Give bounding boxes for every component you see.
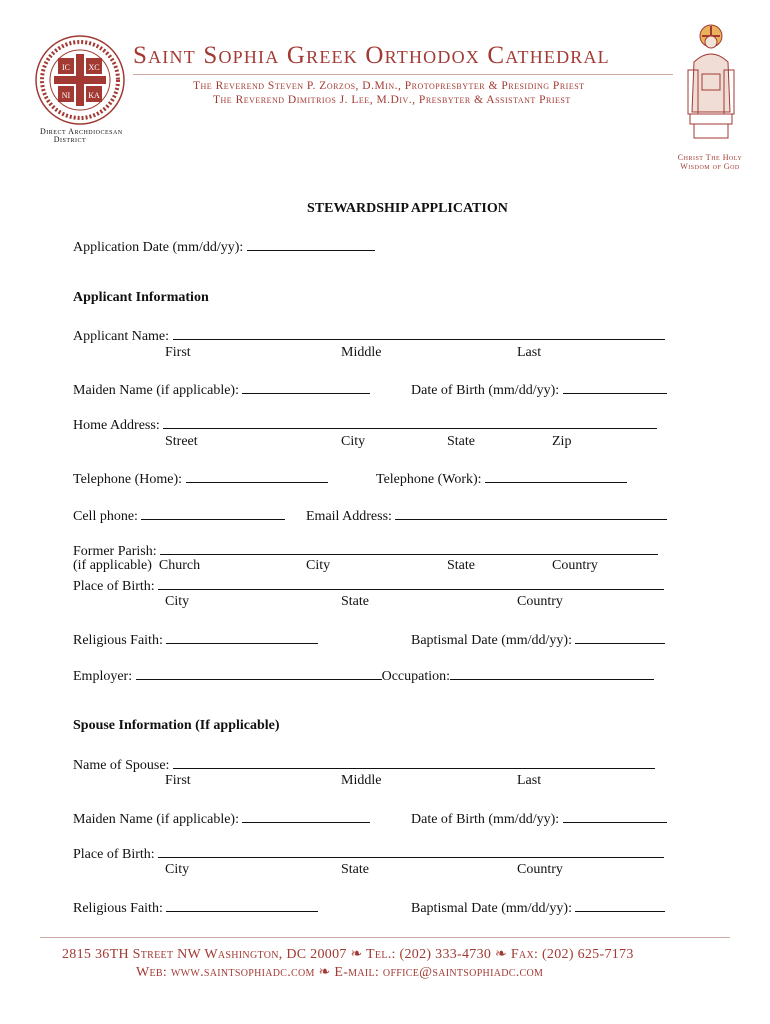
form-title: STEWARDSHIP APPLICATION: [307, 201, 508, 216]
left-caption: Direct Archdiocesan District: [40, 127, 123, 144]
baptismal-date-field[interactable]: [575, 630, 665, 644]
spouse-religious-faith-row: [73, 898, 318, 917]
priest-line-2: The Reverend Dimitrios J. Lee, M.Div., Presbyter & Assistant Priest: [213, 94, 571, 106]
header-rule: [133, 74, 673, 75]
dob-row: [411, 380, 667, 399]
former-parish-sub-church: (if applicable) Church: [73, 558, 201, 573]
spouse-name-sub-first: First: [165, 773, 191, 788]
spouse-place-of-birth-row: [73, 844, 664, 863]
spouse-place-of-birth-field[interactable]: [158, 844, 664, 858]
cell-phone-field[interactable]: [141, 506, 285, 520]
spouse-dob-field[interactable]: [563, 809, 667, 823]
spouse-birth-sub-country: Country: [517, 862, 563, 877]
former-parish-sub-country: Country: [552, 558, 598, 573]
address-sub-zip: Zip: [552, 434, 572, 449]
home-address-label: Home Address:: [73, 418, 160, 433]
telephone-home-label: Telephone (Home):: [73, 472, 183, 487]
telephone-work-label: Telephone (Work):: [376, 472, 482, 487]
name-sub-last: Last: [517, 345, 542, 360]
spouse-dob-label: Date of Birth (mm/dd/yy):: [411, 812, 560, 827]
spouse-place-of-birth-label: Place of Birth:: [73, 847, 155, 862]
telephone-work-field[interactable]: [485, 469, 627, 483]
applicant-name-label: Applicant Name:: [73, 329, 170, 344]
cell-phone-label: Cell phone:: [73, 509, 138, 524]
footer-web-line: Web: www.saintsophiadc.com ❧ E-mail: office@saintsophiadc.com: [136, 965, 544, 980]
employer-label: Employer:: [73, 669, 133, 684]
telephone-home-row: [73, 469, 328, 488]
address-sub-street: Street: [165, 434, 198, 449]
spouse-section-heading: Spouse Information (If applicable): [73, 718, 280, 733]
cell-phone-row: [73, 506, 285, 525]
applicant-name-row: [73, 326, 665, 345]
svg-text:IC: IC: [62, 63, 70, 72]
former-parish-field[interactable]: [160, 541, 658, 555]
spouse-name-label: Name of Spouse:: [73, 758, 170, 773]
email-field[interactable]: [395, 506, 667, 520]
spouse-name-sub-last: Last: [517, 773, 542, 788]
svg-text:KA: KA: [88, 91, 100, 100]
application-date-label: Application Date (mm/dd/yy):: [73, 240, 244, 255]
dob-field[interactable]: [563, 380, 667, 394]
maiden-name-label: Maiden Name (if applicable):: [73, 383, 239, 398]
place-of-birth-field[interactable]: [158, 576, 664, 590]
spouse-birth-sub-state: State: [341, 862, 369, 877]
spouse-birth-sub-city: City: [165, 862, 190, 877]
christ-icon-image: [680, 22, 742, 150]
religious-faith-label: Religious Faith:: [73, 633, 163, 648]
birth-sub-country: Country: [517, 594, 563, 609]
religious-faith-row: [73, 630, 318, 649]
baptismal-date-label: Baptismal Date (mm/dd/yy):: [411, 633, 572, 648]
home-address-row: [73, 415, 657, 434]
dob-label: Date of Birth (mm/dd/yy):: [411, 383, 560, 398]
former-parish-sub-state: State: [447, 558, 475, 573]
spouse-maiden-name-label: Maiden Name (if applicable):: [73, 812, 239, 827]
cathedral-title: Saint Sophia Greek Orthodox Cathedral: [133, 42, 610, 69]
birth-sub-state: State: [341, 594, 369, 609]
birth-sub-city: City: [165, 594, 190, 609]
footer-rule: [40, 937, 730, 938]
spouse-name-row: [73, 755, 655, 774]
name-sub-first: First: [165, 345, 191, 360]
employer-field[interactable]: [136, 666, 382, 680]
address-sub-city: City: [341, 434, 366, 449]
home-address-field[interactable]: [163, 415, 657, 429]
place-of-birth-label: Place of Birth:: [73, 579, 155, 594]
spouse-religious-faith-label: Religious Faith:: [73, 901, 163, 916]
application-date-field[interactable]: [247, 237, 375, 251]
baptismal-date-row: [411, 630, 665, 649]
former-parish-label: Former Parish:: [73, 544, 157, 559]
spouse-maiden-name-field[interactable]: [242, 809, 370, 823]
spouse-maiden-name-row: [73, 809, 370, 828]
priest-line-1: The Reverend Steven P. Zorzos, D.Min., Protopresbyter & Presiding Priest: [193, 80, 585, 92]
applicant-section-heading: Applicant Information: [73, 290, 209, 305]
place-of-birth-row: [73, 576, 664, 595]
maiden-name-field[interactable]: [242, 380, 370, 394]
occupation-label: Occupation:: [381, 669, 451, 684]
right-caption: Christ The Holy Wisdom of God: [677, 153, 743, 171]
telephone-work-row: [376, 469, 627, 488]
svg-text:NI: NI: [61, 91, 71, 100]
spouse-baptismal-date-field[interactable]: [575, 898, 665, 912]
spouse-name-field[interactable]: [173, 755, 655, 769]
maiden-name-row: [73, 380, 370, 399]
religious-faith-field[interactable]: [166, 630, 318, 644]
spouse-dob-row: [411, 809, 667, 828]
telephone-home-field[interactable]: [186, 469, 328, 483]
spouse-name-sub-middle: Middle: [341, 773, 382, 788]
former-parish-sub-city: City: [306, 558, 331, 573]
employer-row: [73, 666, 654, 685]
svg-text:XC: XC: [88, 63, 100, 72]
address-sub-state: State: [447, 434, 475, 449]
email-label: Email Address:: [306, 509, 392, 524]
email-row: [306, 506, 667, 525]
cathedral-seal-logo: [34, 34, 126, 126]
occupation-field[interactable]: [450, 666, 654, 680]
applicant-name-field[interactable]: [173, 326, 665, 340]
application-date-row: [73, 237, 375, 256]
spouse-baptismal-date-row: [411, 898, 665, 917]
spouse-religious-faith-field[interactable]: [166, 898, 318, 912]
footer-address-line: 2815 36TH Street NW Washington, DC 20007 ❧ Tel.: (202) 333-4730 ❧ Fax: (202) 625-7173: [62, 947, 634, 962]
spouse-baptismal-date-label: Baptismal Date (mm/dd/yy):: [411, 901, 572, 916]
name-sub-middle: Middle: [341, 345, 382, 360]
